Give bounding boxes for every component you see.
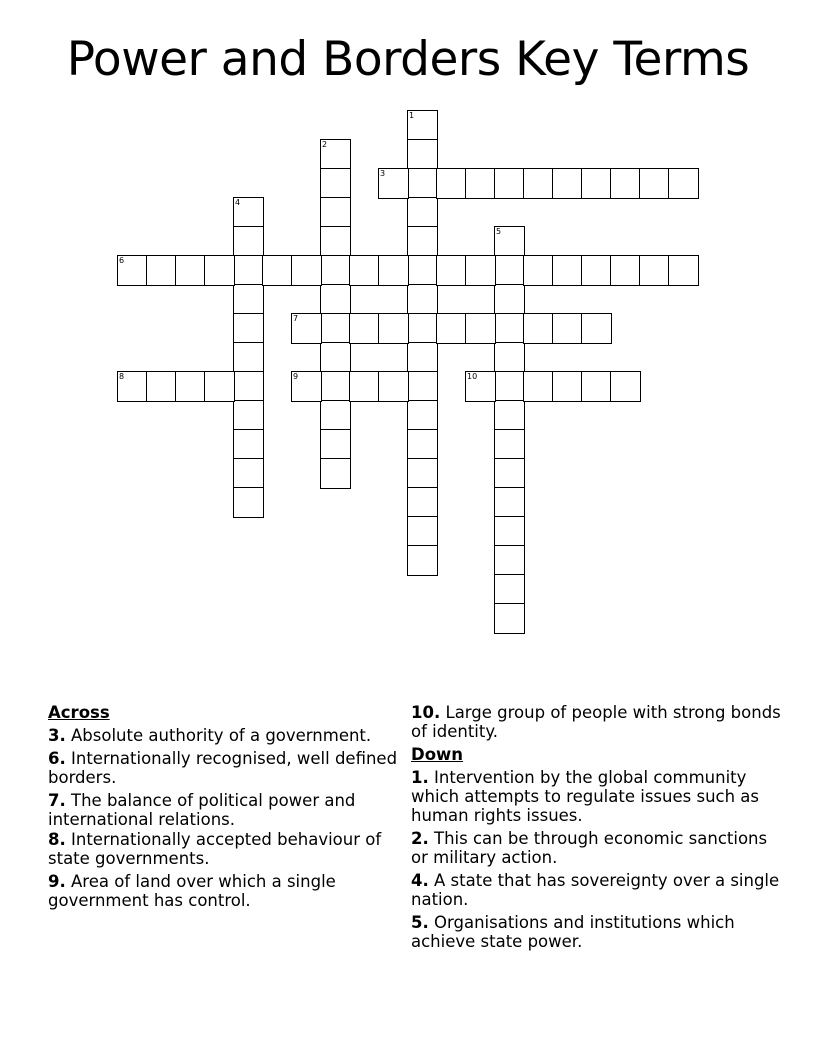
clue-number-label: 4 bbox=[235, 198, 241, 207]
crossword-cell[interactable] bbox=[320, 371, 351, 402]
clue-down-4: 4. A state that has sovereignty over a single nation. bbox=[411, 871, 780, 909]
clue-across-7: 7. The balance of political power and international relations. bbox=[48, 791, 356, 829]
crossword-cell[interactable] bbox=[233, 226, 264, 257]
crossword-cell[interactable] bbox=[233, 371, 264, 402]
clue-across-6: 6. Internationally recognised, well defined borders. bbox=[48, 749, 398, 787]
crossword-cell[interactable] bbox=[407, 545, 438, 576]
clue-number-label: 10 bbox=[467, 372, 478, 381]
crossword-cell[interactable] bbox=[320, 429, 351, 460]
crossword-cell[interactable] bbox=[233, 342, 264, 373]
crossword-cell[interactable] bbox=[407, 168, 438, 199]
clue-number-label: 2 bbox=[322, 140, 328, 149]
crossword-cell[interactable] bbox=[378, 168, 409, 199]
crossword-cell[interactable] bbox=[320, 197, 351, 228]
crossword-cell[interactable] bbox=[494, 400, 525, 431]
crossword-cell[interactable] bbox=[407, 110, 438, 141]
crossword-cell[interactable] bbox=[407, 516, 438, 547]
clues-left-column bbox=[48, 703, 403, 914]
crossword-cell[interactable] bbox=[320, 458, 351, 489]
crossword-cell[interactable] bbox=[552, 255, 583, 286]
crossword-cell[interactable] bbox=[581, 313, 612, 344]
crossword-cell[interactable] bbox=[581, 255, 612, 286]
crossword-cell[interactable] bbox=[233, 487, 264, 518]
crossword-cell[interactable] bbox=[146, 371, 177, 402]
crossword-cell[interactable] bbox=[233, 458, 264, 489]
crossword-cell[interactable] bbox=[552, 313, 583, 344]
crossword-cell[interactable] bbox=[436, 313, 467, 344]
crossword-cell[interactable] bbox=[523, 168, 554, 199]
clues-right-column bbox=[411, 703, 781, 955]
crossword-cell[interactable] bbox=[581, 371, 612, 402]
crossword-cell[interactable] bbox=[668, 255, 699, 286]
crossword-cell[interactable] bbox=[407, 313, 438, 344]
crossword-cell[interactable] bbox=[610, 168, 641, 199]
crossword-cell[interactable] bbox=[494, 487, 525, 518]
crossword-cell[interactable] bbox=[407, 284, 438, 315]
crossword-cell[interactable] bbox=[465, 255, 496, 286]
clue-across-10: 10. Large group of people with strong bonds of identity. bbox=[411, 703, 781, 741]
clue-down-5: 5. Organisations and institutions which achieve state power. bbox=[411, 913, 735, 951]
crossword-cell[interactable] bbox=[581, 168, 612, 199]
crossword-cell[interactable] bbox=[494, 313, 525, 344]
clue-number-label: 7 bbox=[293, 314, 299, 323]
down-heading: Down bbox=[411, 745, 464, 764]
crossword-cell[interactable] bbox=[204, 371, 235, 402]
crossword-cell[interactable] bbox=[407, 226, 438, 257]
crossword-cell[interactable] bbox=[378, 255, 409, 286]
crossword-cell[interactable] bbox=[494, 574, 525, 605]
crossword-cell[interactable] bbox=[407, 487, 438, 518]
crossword-cell[interactable] bbox=[117, 371, 148, 402]
crossword-cell[interactable] bbox=[146, 255, 177, 286]
crossword-cell[interactable] bbox=[494, 429, 525, 460]
crossword-cell[interactable] bbox=[378, 371, 409, 402]
crossword-cell[interactable] bbox=[320, 342, 351, 373]
crossword-cell[interactable] bbox=[233, 197, 264, 228]
crossword-cell[interactable] bbox=[233, 255, 264, 286]
crossword-cell[interactable] bbox=[262, 255, 293, 286]
crossword-cell[interactable] bbox=[233, 429, 264, 460]
crossword-cell[interactable] bbox=[175, 371, 206, 402]
crossword-cell[interactable] bbox=[407, 400, 438, 431]
crossword-cell[interactable] bbox=[523, 313, 554, 344]
crossword-cell[interactable] bbox=[494, 371, 525, 402]
crossword-cell[interactable] bbox=[436, 168, 467, 199]
crossword-cell[interactable] bbox=[436, 255, 467, 286]
crossword-cell[interactable] bbox=[407, 371, 438, 402]
clue-across-3: 3. Absolute authority of a government. bbox=[48, 726, 372, 745]
crossword-cell[interactable] bbox=[320, 313, 351, 344]
crossword-cell[interactable] bbox=[465, 168, 496, 199]
crossword-cell[interactable] bbox=[291, 371, 322, 402]
crossword-cell[interactable] bbox=[494, 255, 525, 286]
clue-number-label: 6 bbox=[119, 256, 125, 265]
crossword-cell[interactable] bbox=[494, 458, 525, 489]
crossword-cell[interactable] bbox=[117, 255, 148, 286]
crossword-cell[interactable] bbox=[523, 255, 554, 286]
crossword-cell[interactable] bbox=[233, 400, 264, 431]
page-title: Power and Borders Key Terms bbox=[66, 32, 750, 87]
crossword-cell[interactable] bbox=[610, 255, 641, 286]
crossword-cell[interactable] bbox=[494, 342, 525, 373]
crossword-cell[interactable] bbox=[233, 313, 264, 344]
crossword-cell[interactable] bbox=[320, 400, 351, 431]
crossword-cell[interactable] bbox=[407, 342, 438, 373]
crossword-cell[interactable] bbox=[175, 255, 206, 286]
crossword-cell[interactable] bbox=[407, 429, 438, 460]
crossword-cell[interactable] bbox=[494, 603, 525, 634]
crossword-cell[interactable] bbox=[320, 255, 351, 286]
crossword-cell[interactable] bbox=[320, 226, 351, 257]
crossword-cell[interactable] bbox=[320, 168, 351, 199]
crossword-cell[interactable] bbox=[639, 255, 670, 286]
crossword-cell[interactable] bbox=[407, 255, 438, 286]
crossword-cell[interactable] bbox=[494, 516, 525, 547]
crossword-cell[interactable] bbox=[494, 284, 525, 315]
crossword-cell[interactable] bbox=[552, 371, 583, 402]
crossword-cell[interactable] bbox=[668, 168, 699, 199]
clue-down-2: 2. This can be through economic sanctions or military action. bbox=[411, 829, 768, 867]
crossword-cell[interactable] bbox=[204, 255, 235, 286]
crossword-cell[interactable] bbox=[639, 168, 670, 199]
clue-number-label: 5 bbox=[496, 227, 502, 236]
crossword-cell[interactable] bbox=[291, 313, 322, 344]
crossword-cell[interactable] bbox=[349, 255, 380, 286]
crossword-cell[interactable] bbox=[407, 458, 438, 489]
crossword-cell[interactable] bbox=[465, 313, 496, 344]
crossword-cell[interactable] bbox=[378, 313, 409, 344]
clue-number-label: 3 bbox=[380, 169, 386, 178]
clue-across-8: 8. Internationally accepted behaviour of state governments. bbox=[48, 830, 382, 868]
across-heading: Across bbox=[48, 703, 110, 722]
crossword-cell[interactable] bbox=[552, 168, 583, 199]
crossword-cell[interactable] bbox=[407, 139, 438, 170]
crossword-cell[interactable] bbox=[494, 168, 525, 199]
clue-down-1: 1. Intervention by the global community which attempts to regulate issues such as human rights issues. bbox=[411, 768, 760, 825]
crossword-cell[interactable] bbox=[349, 313, 380, 344]
clue-number-label: 9 bbox=[293, 372, 299, 381]
crossword-cell[interactable] bbox=[349, 371, 380, 402]
crossword-cell[interactable] bbox=[233, 284, 264, 315]
clue-number-label: 8 bbox=[119, 372, 125, 381]
crossword-cell[interactable] bbox=[494, 226, 525, 257]
crossword-cell[interactable] bbox=[494, 545, 525, 576]
crossword-cell[interactable] bbox=[523, 371, 554, 402]
crossword-cell[interactable] bbox=[320, 284, 351, 315]
crossword-cell[interactable] bbox=[407, 197, 438, 228]
clue-number-label: 1 bbox=[409, 111, 415, 120]
crossword-cell[interactable] bbox=[320, 139, 351, 170]
crossword-cell[interactable] bbox=[465, 371, 496, 402]
crossword-cell[interactable] bbox=[291, 255, 322, 286]
clue-across-9: 9. Area of land over which a single government has control. bbox=[48, 872, 336, 910]
crossword-cell[interactable] bbox=[610, 371, 641, 402]
